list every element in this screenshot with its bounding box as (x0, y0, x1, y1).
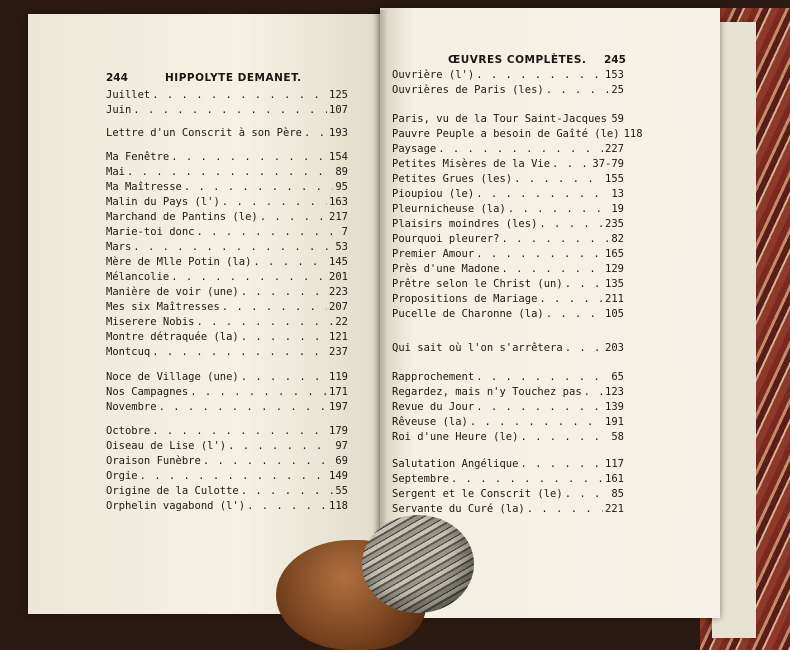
list-item: Mes six Maîtresses . . . 207 (106, 300, 348, 315)
list-item: Servante du Curé (la) . . . 221 (392, 502, 624, 517)
left-page-number: 244 (106, 72, 128, 84)
list-item: Septembre . . . 161 (392, 472, 624, 487)
list-item: Orgie . . . 149 (106, 469, 348, 484)
list-item: Pauvre Peuple a besoin de Gaîté (le) 118 (392, 128, 643, 140)
list-item: Plaisirs moindres (les) . . . 235 (392, 217, 624, 232)
list-item: Noce de Village (une) . . . 119 (106, 370, 348, 385)
list-item: Ma Maîtresse . . . 95 (106, 180, 348, 195)
list-item: Mélancolie . . . 201 (106, 270, 348, 285)
list-item: Rapprochement . . . 65 (392, 370, 624, 385)
right-page-header: ŒUVRES COMPLÈTES. (448, 54, 587, 66)
list-item: Pucelle de Charonne (la) . . . 105 (392, 307, 624, 322)
list-item: Ma Fenêtre . . . 154 (106, 150, 348, 165)
list-item: Mars . . . 53 (106, 240, 348, 255)
list-item: Pourquoi pleurer? . . . 82 (392, 232, 624, 247)
list-item: Nos Campagnes . . . 171 (106, 385, 348, 400)
list-item: Octobre . . . 179 (106, 424, 348, 439)
striped-stone (362, 515, 474, 613)
list-item: Oiseau de Lise (l') . . . 97 (106, 439, 348, 454)
list-item: Ouvrière (l') . . . 153 (392, 68, 624, 83)
list-item: Ouvrières de Paris (les) . . . 25 (392, 83, 624, 98)
list-item: Paysage . . . 227 (392, 142, 624, 157)
list-item: Petites Misères de la Vie . . . 37-79 (392, 157, 624, 172)
list-item: Origine de la Culotte . . . 55 (106, 484, 348, 499)
list-item: Montre détraquée (la) . . . 121 (106, 330, 348, 345)
list-item: Juillet . . . 125 (106, 88, 348, 103)
list-item: Rêveuse (la) . . . 191 (392, 415, 624, 430)
list-item: Mère de Mlle Potin (la) . . . 145 (106, 255, 348, 270)
list-item: Oraison Funèbre . . . 69 (106, 454, 348, 469)
list-item: Juin . . . 107 (106, 103, 348, 118)
list-item: Miserere Nobis . . . 22 (106, 315, 348, 330)
list-item: Prêtre selon le Christ (un) . . . 135 (392, 277, 624, 292)
list-item: Salutation Angélique . . . 117 (392, 457, 624, 472)
right-page-number: 245 (604, 54, 626, 66)
list-item: Premier Amour . . . 165 (392, 247, 624, 262)
list-item: Pioupiou (le) . . . 13 (392, 187, 624, 202)
list-item: Novembre . . . 197 (106, 400, 348, 415)
list-item: Regardez, mais n'y Touchez pas . . . 123 (392, 385, 624, 400)
list-item: Mai . . . 89 (106, 165, 348, 180)
list-item: Roi d'une Heure (le) . . . 58 (392, 430, 624, 445)
list-item: Propositions de Mariage . . . 211 (392, 292, 624, 307)
list-item: Orphelin vagabond (l') . . . 118 (106, 499, 348, 514)
list-item: Manière de voir (une) . . . 223 (106, 285, 348, 300)
list-item: Près d'une Madone . . . 129 (392, 262, 624, 277)
list-item: Petites Grues (les) . . . 155 (392, 172, 624, 187)
list-item: Qui sait où l'on s'arrêtera . . . 203 (392, 341, 624, 356)
list-item: Pleurnicheuse (la) . . . 19 (392, 202, 624, 217)
list-item: Marchand de Pantins (le) . . . 217 (106, 210, 348, 225)
list-item: Marie-toi donc . . . 7 (106, 225, 348, 240)
left-page-header: HIPPOLYTE DEMANET. (165, 72, 302, 84)
list-item: Malin du Pays (l') . . . 163 (106, 195, 348, 210)
list-item: Revue du Jour . . . 139 (392, 400, 624, 415)
list-item: Montcuq . . . 237 (106, 345, 348, 360)
list-item: Paris, vu de la Tour Saint-Jacques . . . 59 (392, 112, 624, 127)
list-item: Lettre d'un Conscrit à son Père . . . 193 (106, 126, 348, 141)
list-item: Sergent et le Conscrit (le) . . . 85 (392, 487, 624, 502)
